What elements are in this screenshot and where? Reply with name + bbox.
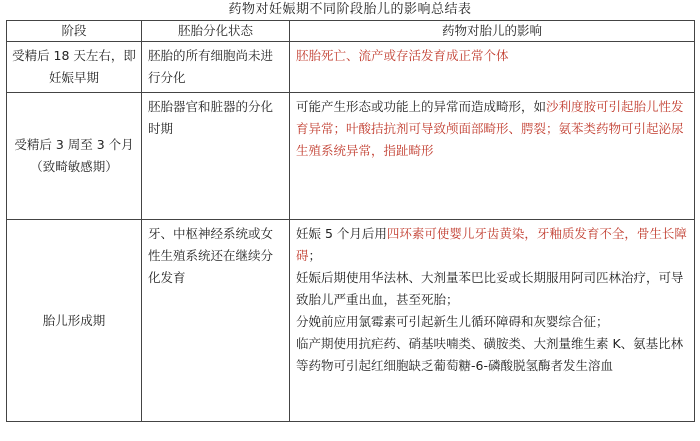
effects-cell xyxy=(290,93,695,220)
header-state: 胚胎分化状态 xyxy=(142,21,290,42)
effect-line xyxy=(296,333,688,377)
stage-cell: 受精后 18 天左右，即妊娠早期 xyxy=(7,42,142,93)
effect-line xyxy=(296,311,688,333)
highlighted-effect-text: 沙利度胺可引起胎儿性发育异常；叶酸拮抗剂可导致颅面部畸形、腭裂；氨苯类药物可引起泌尿生殖系统异常，指趾畸形 xyxy=(296,99,684,158)
state-cell: 胚胎器官和脏器的分化时期 xyxy=(142,93,290,220)
header-stage: 阶段 xyxy=(7,21,142,42)
highlighted-effect-text: 胚胎死亡、流产或存活发育成正常个体 xyxy=(296,48,509,63)
table-row xyxy=(7,220,695,422)
table-row xyxy=(7,93,695,220)
drug-effects-table xyxy=(6,20,695,422)
header-effects: 药物对胎儿的影响 xyxy=(290,21,695,42)
stage-cell: 受精后 3 周至 3 个月（致畸敏感期） xyxy=(7,93,142,220)
effect-text: 可能产生形态或功能上的异常而造成畸形，如 xyxy=(296,99,547,114)
highlighted-effect-text: 四环素可使婴儿牙齿黄染，牙釉质发育不全，骨生长障碍 xyxy=(296,226,687,263)
effect-line xyxy=(296,96,688,162)
effects-cell xyxy=(290,220,695,422)
state-cell: 胚胎的所有细胞尚未进行分化 xyxy=(142,42,290,93)
effect-text: ； xyxy=(308,248,322,263)
header-row xyxy=(7,21,695,42)
table-row xyxy=(7,42,695,93)
stage-cell: 胎儿形成期 xyxy=(7,220,142,422)
effect-text: 妊娠 5 个月后用 xyxy=(296,226,387,241)
effect-text: 临产期使用抗疟药、硝基呋喃类、磺胺类、大剂量维生素 K、氨基比林等药物可引起红细胞缺乏葡萄糖-6-磷酸脱氢酶者发生溶血 xyxy=(296,336,684,373)
state-cell: 牙、中枢神经系统或女性生殖系统还在继续分化发育 xyxy=(142,220,290,422)
effect-text: 妊娠后期使用华法林、大剂量苯巴比妥或长期服用阿司匹林治疗，可导致胎儿严重出血，甚至死胎； xyxy=(296,270,684,307)
effect-line xyxy=(296,45,688,67)
effect-line xyxy=(296,267,688,311)
effect-text: 分娩前应用氯霉素可引起新生儿循环障碍和灰婴综合征； xyxy=(296,314,609,329)
effects-cell xyxy=(290,42,695,93)
effect-line xyxy=(296,223,688,267)
table-title: 药物对妊娠期不同阶段胎儿的影响总结表 xyxy=(228,2,472,17)
